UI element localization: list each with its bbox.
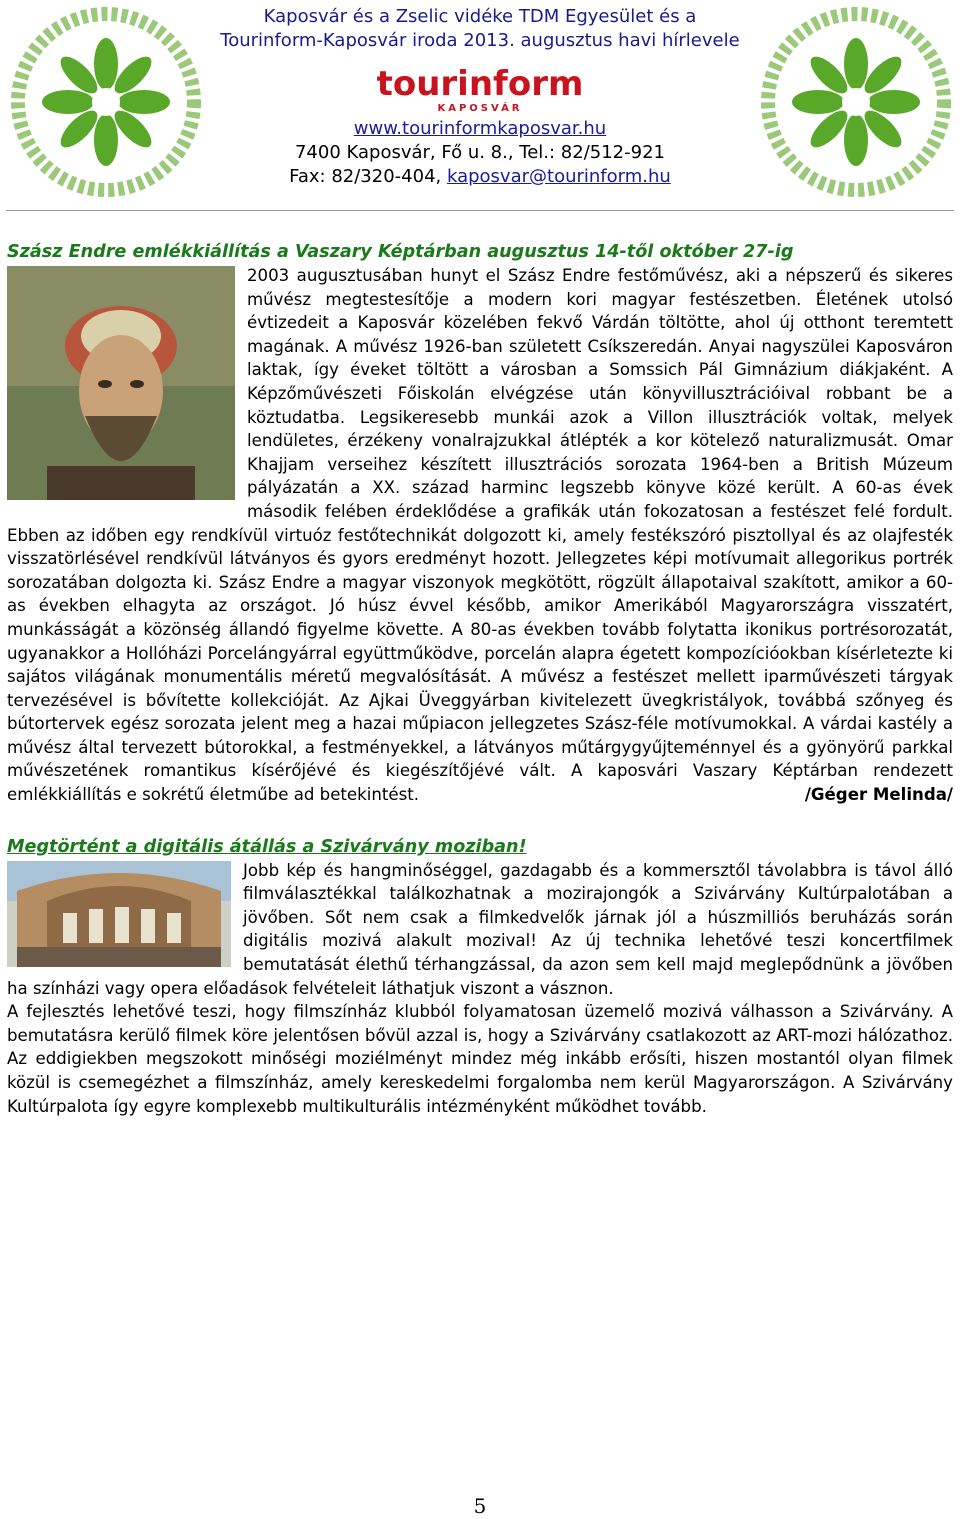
fax-text: Fax: 82/320-404, <box>289 166 447 187</box>
page-number: 5 <box>473 1494 487 1518</box>
email-link[interactable]: kaposvar@tourinform.hu <box>446 166 671 187</box>
article-2-title: Megtörtént a digitális átállás a Szivárvány moziban! <box>7 836 527 857</box>
article-2-paragraph-1: Jobb kép és hangminőséggel, gazdagabb és a kommersztől távolabbra is távol álló filmválasztékkal találkozhatnak a mozirajongók a Szivárvány Kultúrpalotában a jövőben. Sőt nem csak a filmkedvelők járnak jól a húszmilliós beruházás során digitális mozivá alakult mozival! Az új technika lehetővé teszi koncertfilmek bemutatását élethű térhangzással, da azon sem kell majd meglepődnünk a jövőben ha színházi vagy opera előadások felvételeit láthatjuk viszont a vásznon. <box>7 860 953 998</box>
brand-city: KAPOSVÁR <box>437 103 523 114</box>
website-link[interactable]: www.tourinformkaposvar.hu <box>353 118 607 139</box>
article-1-author: /Géger Melinda/ <box>804 785 953 805</box>
header-line-1: Kaposvár és a Zselic vidéke TDM Egyesület és a <box>263 6 697 27</box>
address-line: 7400 Kaposvár, Fő u. 8., Tel.: 82/512-921 <box>294 142 665 163</box>
article-2-paragraph-2: A fejlesztés lehetővé teszi, hogy filmszínház klubból folyamatosan üzemelő mozivá válhasson a Szivárvány. A bemutatásra kerülő filmek köre jelentősen bővül azzal is, hogy a Szivárvány csatlakozott az ART-mozi hálózathoz. Az eddigiekben megszokott minőségi moziélményt mindez még inkább erősíti, hiszen mostantól olyan filmek közül is csemegézhet a filmszínház, amely kereskedelmi forgalomba nem kerül Magyarországon. A Szivárvány Kultúrpalota így egyre komplexebb multikulturális intézményként működhet tovább. <box>7 1002 953 1116</box>
cinema-building-image <box>7 861 231 967</box>
header-line-2: Tourinform-Kaposvár iroda 2013. augusztus havi hírlevele <box>220 30 740 51</box>
tdm-association-logo <box>6 2 206 202</box>
fax-email-line <box>210 166 750 187</box>
article-1-text: 2003 augusztusában hunyt el Szász Endre festőművész, aki a népszerű és sikeres művész megtestesítője a modern kori magyar festészetben. Életének utolsó évtizedeit a Kaposvár közelében fekvő Várdán töltötte, ahol új otthont teremtett magának. A művész 1926-ban született Csíkszeredán. Anyai nagyszülei Kaposváron laktak, így éveket töltött a városban a Somssich Pál Gimnázium diákjaként. A Képzőművészeti Főiskolán elvégzése után könyvillusztrációival robbant be a köztudatba. Legsikeresebb munkái azok a Villon illusztrációk voltak, melyek lendületes, érzékeny vonalrajzukkal átlépték a kor kötelező naturalizmusát. Omar Khajjam verseihez készített illusztrációs sorozata 1964-ben a British Múzeum pályázatán a XX. század harminc legszebb könyve közé került. A 60-as évek második felében érdeklődése a grafikák után fokozatosan a festészet felé fordult. Ebben az időben egy rendkívül virtuóz festőtechnikát dolgozott ki, amely festékszóró pisztollyal és az olajfesték visszatörlésével rendkívül látványos és gyors eredményt hozott. Jellegzetes képi motívumait allegorikus portrék sorozatában dolgozta ki. Szász Endre a magyar viszonyok megkötött, rögzült állapotaival szakított, amikor a 60-as években elhagyta az országot. Jó húsz évvel később, amikor Amerikából Magyarországra visszatért, munkásságát a közönség állandó figyelme követte. A 80-as években tovább folytatta ikonikus portrésorozatát, ugyanakkor a Hollóházi Porcelángyárral együttműködve, porcelán alapra égetett kompozícióokban kísérletezte ki sajátos világának monumentális méretű megvalósítását. A művész a festészet mellett iparművészeti tárgyak tervezésével is bővítette kollekcióját. Az Ajkai Üveggyárban kivitelezett üvegkristályok, továbbá szőnyeg és bútortervek egész sorozata jelent meg a hazai műpiacon jellegzetes Szász-féle motívumokkal. A várdai kastély a művész által tervezett bútorokkal, a festményekkel, a látványos műtárgygyűjteménnyel és a gyönyörű parkkal művészetének romantikus kísérőjévé és kiegészítőjévé vált. A kaposvári Vaszary Képtárban rendezett emlékkiállítás e sokrétű életműbe ad betekintést. <box>7 266 953 805</box>
tourinform-logo <box>368 62 592 114</box>
article-2 <box>7 835 953 1119</box>
header-divider <box>6 210 954 211</box>
brand-wordmark: tourinform <box>376 64 584 104</box>
tdm-association-logo-right <box>756 2 956 202</box>
portrait-painting-image <box>7 266 235 500</box>
newsletter-header <box>0 0 960 210</box>
newsletter-content <box>7 240 953 1118</box>
article-1-title: Szász Endre emlékkiállítás a Vaszary Képtárban augusztus 14-től október 27-ig <box>7 242 794 262</box>
